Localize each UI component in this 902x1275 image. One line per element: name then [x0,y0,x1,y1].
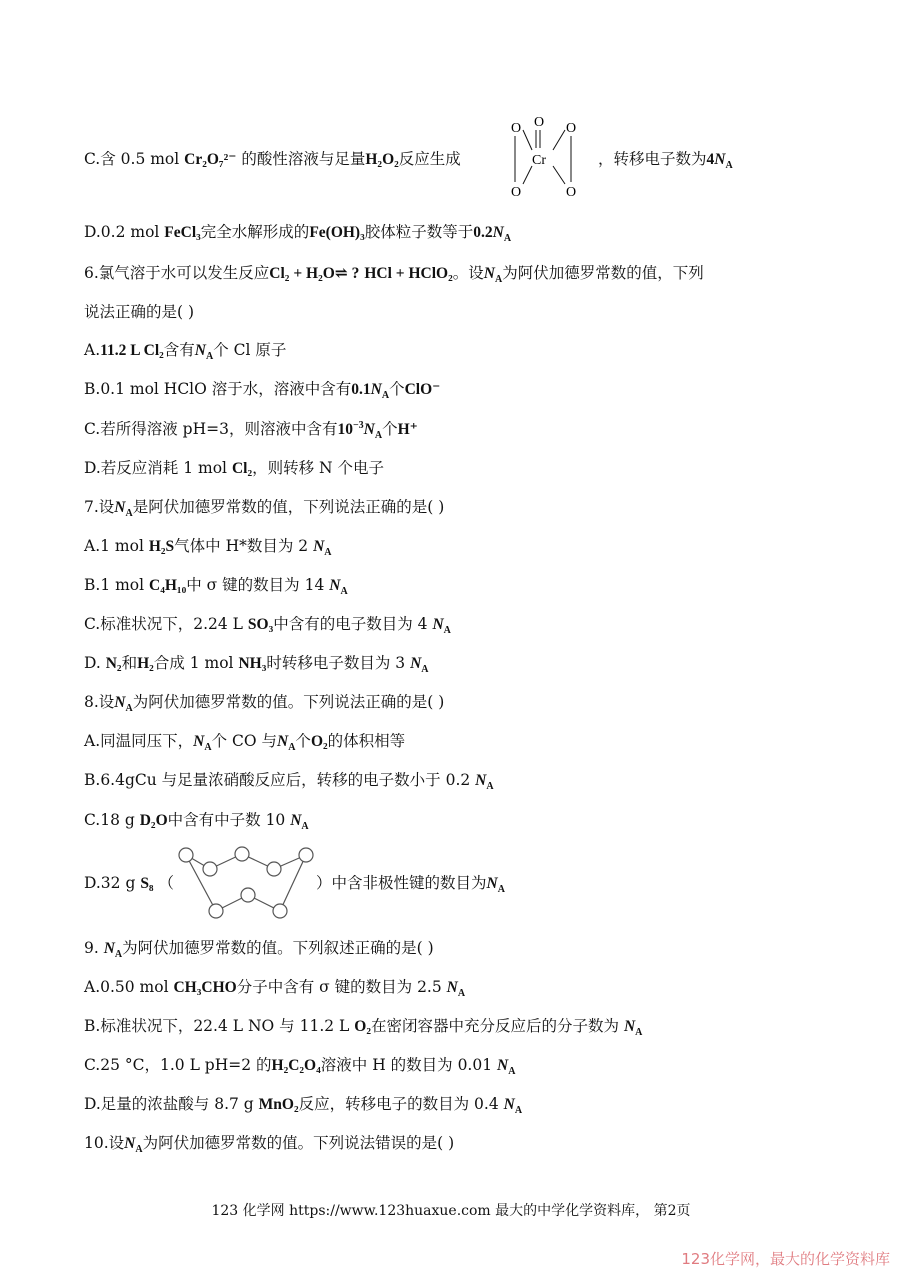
page-footer: 123 化学网 https://www.123huaxue.com 最大的中学化学资料库， 第2页 [211,1203,691,1219]
question-7-stem: 7.设$N_A$是阿伏加德罗常数的值，下列说法正确的是( ) [84,498,445,520]
option-6d: D.若反应消耗 1 mol Cl₂，则转移 N 个电子 [84,459,385,477]
question-6-stem: 6.氯气溶于水可以发生反应Cl₂ + H₂O⇌ ? HCl + HClO₂。设$N_A$为阿伏加德罗常数的值，下列 [84,264,704,286]
option-7a: A.1 mol H₂S气体中 H*数目为 2 $N_A$ [84,537,332,559]
option-6b: B.0.1 mol HClO 溶于水，溶液中含有$0.1N_A$个ClO⁻ [84,380,441,402]
o-atom: O [566,121,577,136]
o-atom: O [511,185,522,200]
option-5d: D.0.2 mol FeCl₃完全水解形成的Fe(OH)₃胶体粒子数等于$0.2N_A$ [84,223,512,245]
option-7b: B.1 mol C₄H₁₀中 σ 键的数目为 14 $N_A$ [84,576,348,598]
option-8c: C.18 g D₂O中含有中子数 10 $N_A$ [84,811,309,833]
site-watermark: 123化学网，最大的化学资料库 [681,1250,890,1268]
option-6a: A.11.2 L Cl₂含有$N_A$个 Cl 原子 [84,341,287,363]
option-9d: D.足量的浓盐酸与 8.7 g MnO₂反应，转移电子的数目为 0.4 $N_A$ [84,1095,523,1117]
option-8d-tail: ）中含非极性键的数目为$N_A$ [316,874,505,896]
o-atom: O [534,115,545,130]
question-9-stem: 9. $N_A$为阿伏加德罗常数的值。下列叙述正确的是( ) [84,939,434,961]
option-9a: A.0.50 mol CH₃CHO分子中含有 σ 键的数目为 2.5 $N_A$ [84,978,466,1000]
option-9c: C.25 °C，1.0 L pH=2 的H₂C₂O₄溶液中 H 的数目为 0.01 $N_A$ [84,1056,516,1078]
question-6-stem-2: 说法正确的是( ) [84,303,195,321]
option-5c-tail: ，转移电子数为$4N_A$ [598,150,733,172]
s8-ring-structure [178,843,318,921]
option-7d: D. N₂和H₂合成 1 mol NH₃时转移电子数目为 3 $N_A$ [84,654,429,676]
o-atom: O [566,185,577,200]
question-8-stem: 8.设$N_A$为阿伏加德罗常数的值。下列说法正确的是( ) [84,693,445,715]
option-5c: C.含 0.5 mol Cr₂O₇²⁻ 的酸性溶液与足量H₂O₂反应生成 [84,150,461,168]
o-atom: O [511,121,522,136]
option-8a: A.同温同压下，$N_A$个 CO 与$N_A$个O₂的体积相等 [84,732,406,754]
cr-o5-structure [503,114,583,200]
option-8b: B.6.4gCu 与足量浓硝酸反应后，转移的电子数小于 0.2 $N_A$ [84,771,494,793]
cr-atom: Cr [532,153,546,168]
option-8d: D.32 g S₈ （ [84,874,175,892]
option-9b: B.标准状况下，22.4 L NO 与 11.2 L O₂在密闭容器中充分反应后的分子数为 $N_A$ [84,1017,643,1039]
option-7c: C.标准状况下，2.24 L SO₃中含有的电子数目为 4 $N_A$ [84,615,451,637]
option-6c: C.若所得溶液 pH=3，则溶液中含有$10^{-3}N_A$个H⁺ [84,419,418,442]
question-10-stem: 10.设$N_A$为阿伏加德罗常数的值。下列说法错误的是( ) [84,1134,455,1156]
